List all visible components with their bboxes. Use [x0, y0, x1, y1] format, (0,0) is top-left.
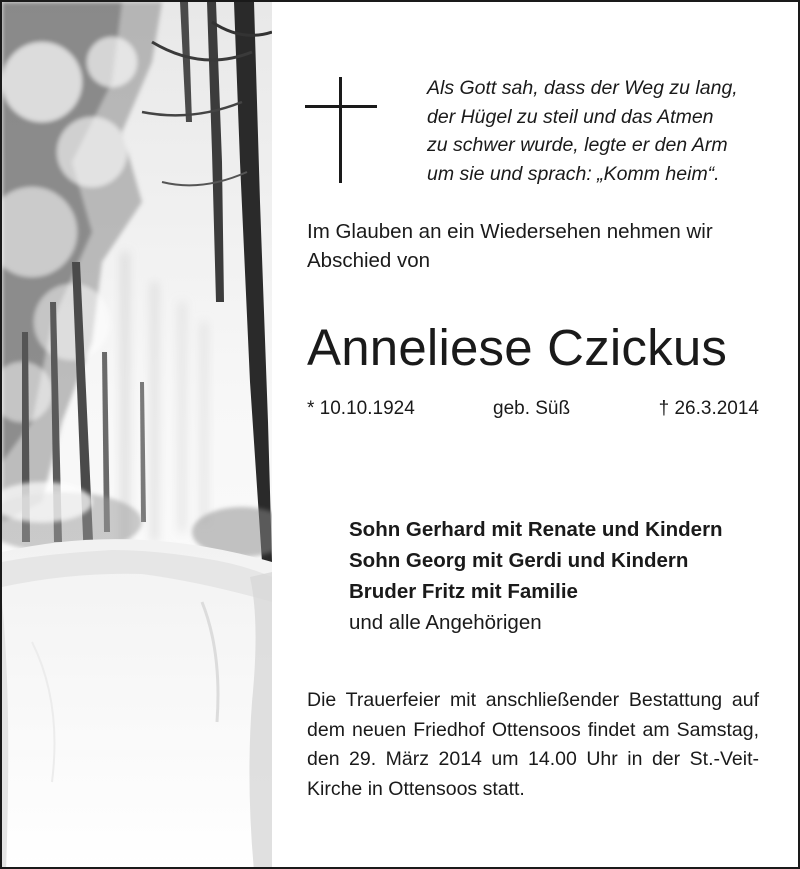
poem-line: der Hügel zu steil und das Atmen [427, 105, 714, 128]
intro-line: Im Glauben an ein Wiedersehen nehmen wir [307, 220, 713, 243]
latin-cross-icon [305, 77, 377, 183]
service-line: Die Trauerfeier mit anschließender Bestattung auf [307, 689, 759, 711]
funeral-service-notice [307, 686, 759, 804]
intro-line: Abschied von [307, 249, 431, 272]
death-date: † 26.3.2014 [658, 398, 759, 419]
mourners-list [349, 514, 723, 638]
mourner-line: Sohn Georg mit Gerdi und Kindern [349, 549, 689, 572]
mourner-closing: und alle Angehörigen [349, 611, 542, 634]
service-line: den 29. März 2014 um 14.00 Uhr in der St.-Veit- [307, 748, 759, 770]
birth-date: * 10.10.1924 [307, 398, 415, 419]
deceased-name: Anneliese Czickus [307, 319, 728, 376]
service-line: dem neuen Friedhof Ottensoos findet am Samstag, [307, 718, 759, 741]
poem-line: Als Gott sah, dass der Weg zu lang, [427, 77, 738, 99]
mourner-line: Sohn Gerhard mit Renate und Kindern [349, 518, 723, 541]
snowy-forest-path-image [2, 2, 272, 869]
poem-line: um sie und sprach: „Komm heim“. [427, 162, 720, 185]
service-line: Kirche in Ottensoos statt. [307, 777, 525, 800]
poem [427, 74, 738, 188]
farewell-intro [307, 217, 713, 275]
maiden-name: geb. Süß [493, 398, 571, 419]
poem-line: zu schwer wurde, legte er den Arm [427, 134, 728, 156]
mourner-line: Bruder Fritz mit Familie [349, 580, 578, 603]
